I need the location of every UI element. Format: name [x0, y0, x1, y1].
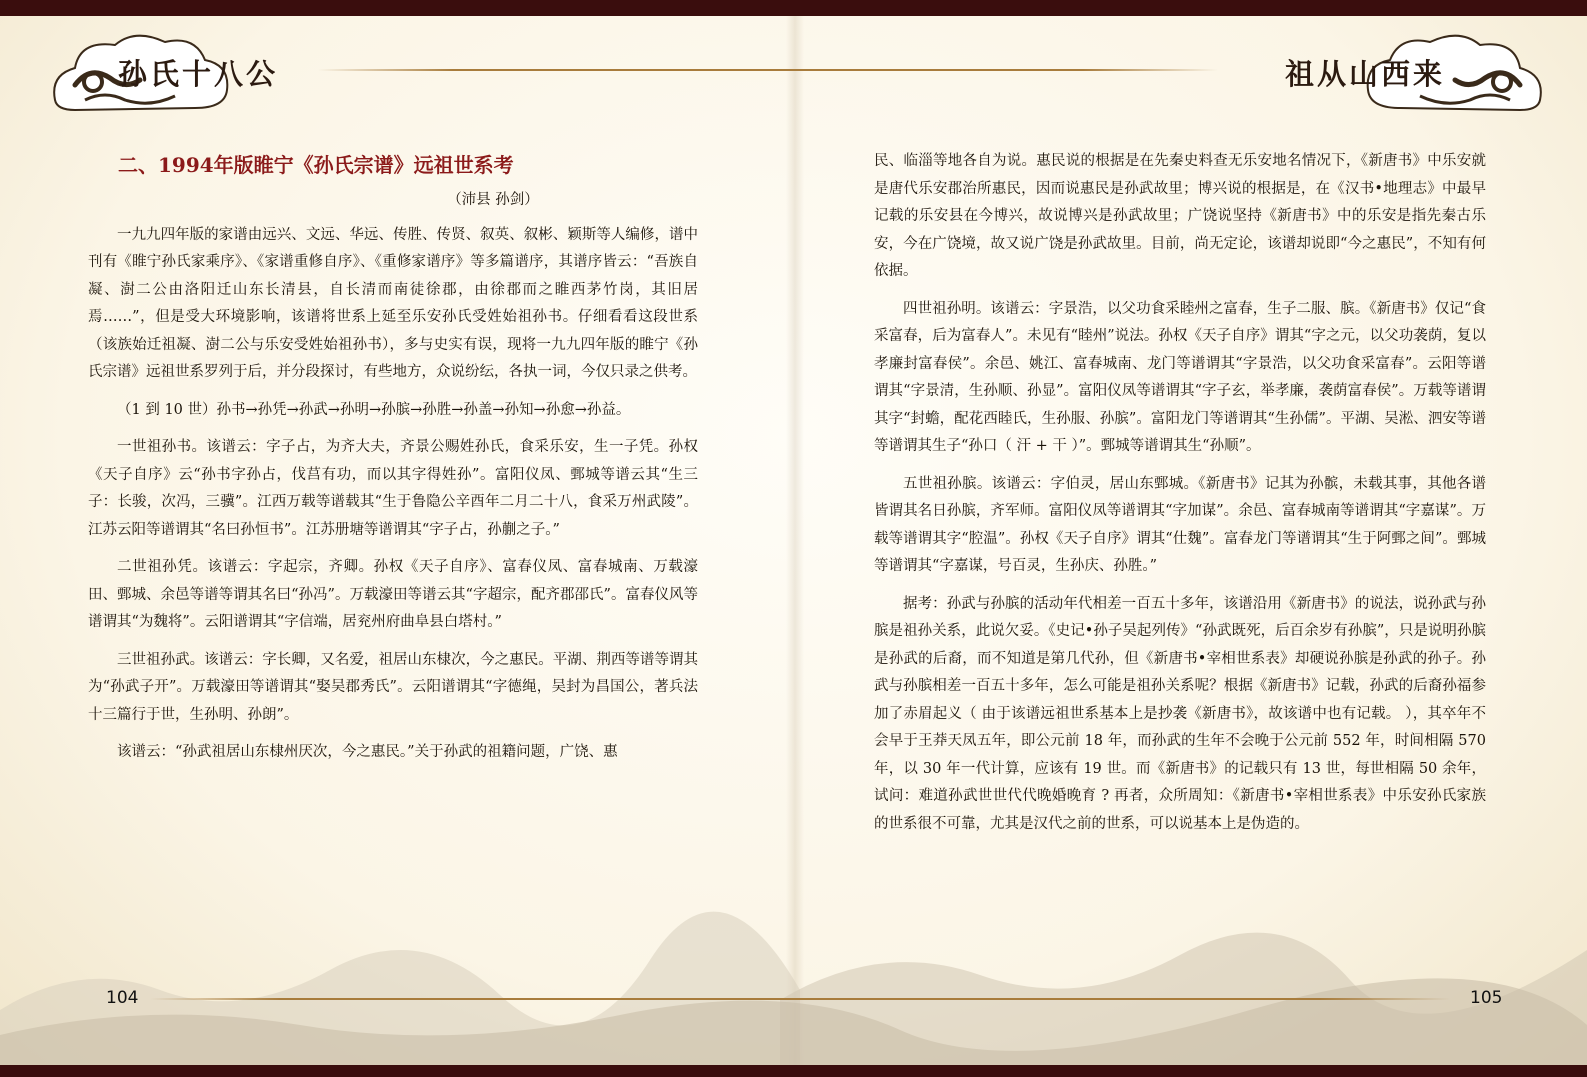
right-page-column — [874, 148, 1486, 848]
footer-divider — [150, 998, 1450, 1000]
section-title: 二、1994年版睢宁《孙氏宗谱》远祖世系考 — [118, 153, 514, 177]
paragraph: 该谱云：“孙武祖居山东棣州厌次，今之惠民。”关于孙武的祖籍问题，广饶、惠 — [117, 744, 618, 760]
ink-mountains-icon — [0, 900, 1587, 1065]
paragraph: 一世祖孙书。该谱云：字子占，为齐大夫，齐景公赐姓孙氏，食采乐安，生一子凭。孙权 《天子自序》云“孙书字孙占，伐莒有功，而以其字得姓孙”。富阳仪凤、鄄城等谱云其“生三子：长骏，次冯，三骥”。江西万载等谱载其“生于鲁隐公辛酉年二月二十八，食采万州武陵”。江苏云阳等谱谓其“名曰孙恒书”。江苏册塘等谱谓其“字子占，孙蒯之子。” — [88, 439, 698, 538]
paragraph: 五世祖孙膑。该谱云：字伯灵，居山东鄄城。《新唐书》记其为孙髌，未载其事，其他各谱皆谓其名日孙膑，齐军师。富阳仪凤等谱谓其“字加谋”。余邑、富春城南等谱谓其“字嘉谋”。万载等谱谓其字“腔温”。孙权《天子自序》谓其“仕魏”。富春龙门等谱谓其“生于阿鄄之间”。鄄城等谱谓其“字嘉谋，号百灵，生孙庆、孙胜。” — [874, 475, 1486, 574]
paragraph: 一九九四年版的家谱由远兴、文远、华远、传胜、传贤、叙英、叙彬、颖斯等人编修，谱中刊有《睢宁孙氏家乘序》、《家谱重修自序》、《重修家谱序》等多篇谱序，其谱序皆云：“吾族自凝、澍二公由洛阳迁山东长清县，自长清而南徒徐郡，由徐郡而之睢西茅竹岗，其旧居焉……”，但是受大环境影响，该谱将世系上延至乐安孙氏受姓始祖孙书。仔细看看这段世系（该族始迁祖凝、澍二公与乐安受姓始祖孙书），多与史实有误，现将一九九四年版的睢宁《孙氏宗谱》远祖世系罗列于后，并分段探讨，有些地方，众说纷纭，各执一词，今仅只录之供考。 — [88, 226, 698, 380]
top-frame-bar — [0, 0, 1587, 16]
paragraph: 据考：孙武与孙膑的活动年代相差一百五十多年，该谱沿用《新唐书》的说法，说孙武与孙膑是祖孙关系，此说欠妥。《史记•孙子吴起列传》“孙武既死，后百余岁有孙膑”，只是说明孙膑是孙武的后裔，而不知道是第几代孙，但《新唐书•宰相世系表》却硬说孙膑是孙武的孙子。孙武与孙膑相差一百五十多年，怎么可能是祖孙关系呢？根据《新唐书》记载，孙武的后裔孙福参加了赤眉起义（ 由于该谱远祖世系基本上是抄袭《新唐书》，故该谱中也有记载。 ），其卒年不会早于王莽天凤五年，即公元前 18 年，而孙武的生年不会晚于公元前 552 年，时间相隔 570 年，以 30 年一代计算，应该有 19 世。而《新唐书》的记载只有 13 世，每世相隔 50 余年，试问：难道孙武世世代代晚婚晚育 ? 再者，众所周知：《新唐书•宰相世系表》中乐安孙氏家族的世系很不可靠，尤其是汉代之前的世系，可以说基本上是伪造的。 — [874, 595, 1486, 832]
page-number-right: 105 — [1470, 988, 1503, 1008]
paragraph: 二世祖孙凭。该谱云：字起宗，齐卿。孙权《天子自序》、富春仪凤、富春城南、万载濠田、鄄城、余邑等谱等谓其名曰“孙冯”。万载濠田等谱云其“字超宗，配齐郡邵氏”。富春仪风等谱谓其“为魏将”。云阳谱谓其“字信端，居兖州府曲阜县白塔村。” — [88, 559, 698, 630]
bottom-frame-bar — [0, 1065, 1587, 1077]
page-number-left: 104 — [106, 988, 139, 1008]
paragraph: 四世祖孙明。该谱云：字景浩，以父功食采睦州之富春，生子二服、膑。《新唐书》仅记“食采富春，后为富春人”。未见有“睦州”说法。孙权《天子自序》谓其“字之元，以父功袭荫，复以孝廉封富春侯”。余邑、姚江、富春城南、龙门等谱谓其“字景浩，以父功食采富春”。云阳等谱谓其“字景清，生孙顺、孙显”。富阳仪凤等谱谓其“字子玄，举孝廉，袭荫富春侯”。万载等谱谓其字“封蟾，配花西睦氏，生孙服、孙膑”。富阳龙门等谱谓其“生孙儒”。平湖、吴淞、泗安等谱等谱谓其生子“孙口（ 汗 + 干 ）”。鄄城等谱谓其生“孙顺”。 — [874, 300, 1486, 454]
paragraph-continued: 民、临淄等地各自为说。惠民说的根据是在先秦史料查无乐安地名情况下，《新唐书》中乐安就是唐代乐安郡治所惠民，因而说惠民是孙武故里；博兴说的根据是，在《汉书•地理志》中最早记载的乐安县在今博兴，故说博兴是孙武故里；广饶说坚持《新唐书》中的乐安是指先秦古乐安，今在广饶境，故又说广饶是孙武故里。目前，尚无定论，该谱却说即“今之惠民”，不知有何依据。 — [874, 153, 1486, 279]
left-page-column — [88, 150, 698, 777]
header-right-title: 祖从山西来 — [1285, 57, 1446, 91]
header-divider — [318, 69, 1218, 71]
paragraph: 三世祖孙武。该谱云：字长卿，又名爱，祖居山东棣次，今之惠民。平湖、荆西等谱等谓其为“孙武子开”。万载濠田等谱谓其“娶吴郡秀氏”。云阳谱谓其“字德绳，吴封为昌国公，著兵法十三篇行于世，生孙明、孙朗”。 — [88, 651, 698, 723]
lineage-paragraph: （1 到 10 世）孙书→孙凭→孙武→孙明→孙膑→孙胜→孙盖→孙知→孙愈→孙益。 — [117, 401, 631, 418]
author-byline: （沛县 孙剑） — [447, 192, 539, 208]
header-left-title: 孙氏十八公 — [118, 57, 279, 91]
